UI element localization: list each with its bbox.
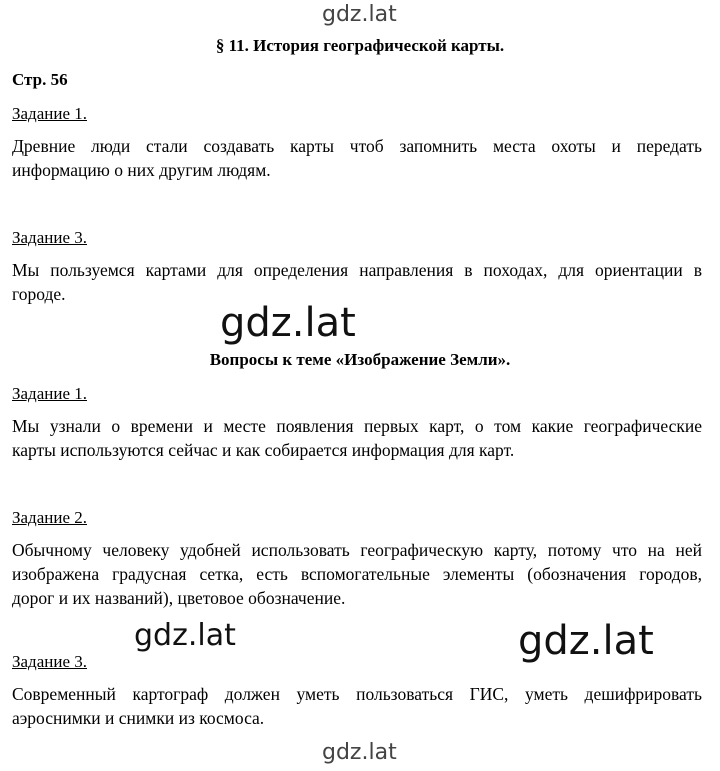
task-label: Задание 3. [12, 652, 87, 671]
answer-line: аэроснимки и снимки из космоса. [12, 708, 265, 728]
answer-line: Древние люди стали создавать карты чтоб запомнить места охоты и передать [12, 136, 702, 156]
answer-line: информацию о них другим людям. [12, 160, 271, 180]
task-label: Задание 3. [12, 228, 87, 247]
section-title: § 11. История географической карты. [215, 36, 505, 55]
task-label: Задание 1. [12, 384, 87, 403]
watermark-bottom: gdz.lat [322, 740, 397, 765]
answer-line: Мы узнали о времени и месте появления первых карт, о том какие географические [12, 416, 702, 436]
task-answer [12, 682, 702, 730]
answer-line: изображена градусная сетка, есть вспомогательные элементы (обозначения городов, [12, 564, 702, 584]
task-label: Задание 2. [12, 508, 87, 527]
watermark-middle: gdz.lat [220, 300, 356, 346]
answer-line: Обычному человеку удобней использовать географическую карту, потому что на ней [12, 540, 702, 560]
task-answer [12, 538, 702, 610]
task-label: Задание 1. [12, 104, 87, 123]
questions-title: Вопросы к теме «Изображение Земли». [209, 350, 511, 369]
task-answer [12, 414, 702, 462]
answer-line: дорог и их названий), цветовое обозначение. [12, 588, 346, 608]
task-answer [12, 258, 702, 306]
answer-line: городе. [12, 284, 66, 304]
watermark-lower-left: gdz.lat [134, 618, 236, 653]
page-label: Стр. 56 [12, 70, 68, 89]
task-answer [12, 134, 702, 182]
answer-line: Современный картограф должен уметь пользоваться ГИС, уметь дешифрировать [12, 684, 702, 704]
answer-line: карты используются сейчас и как собирается информация для карт. [12, 440, 515, 460]
answer-line: Мы пользуемся картами для определения направления в походах, для ориентации в [12, 260, 702, 280]
watermark-top: gdz.lat [322, 2, 397, 27]
watermark-lower-right: gdz.lat [518, 618, 654, 664]
